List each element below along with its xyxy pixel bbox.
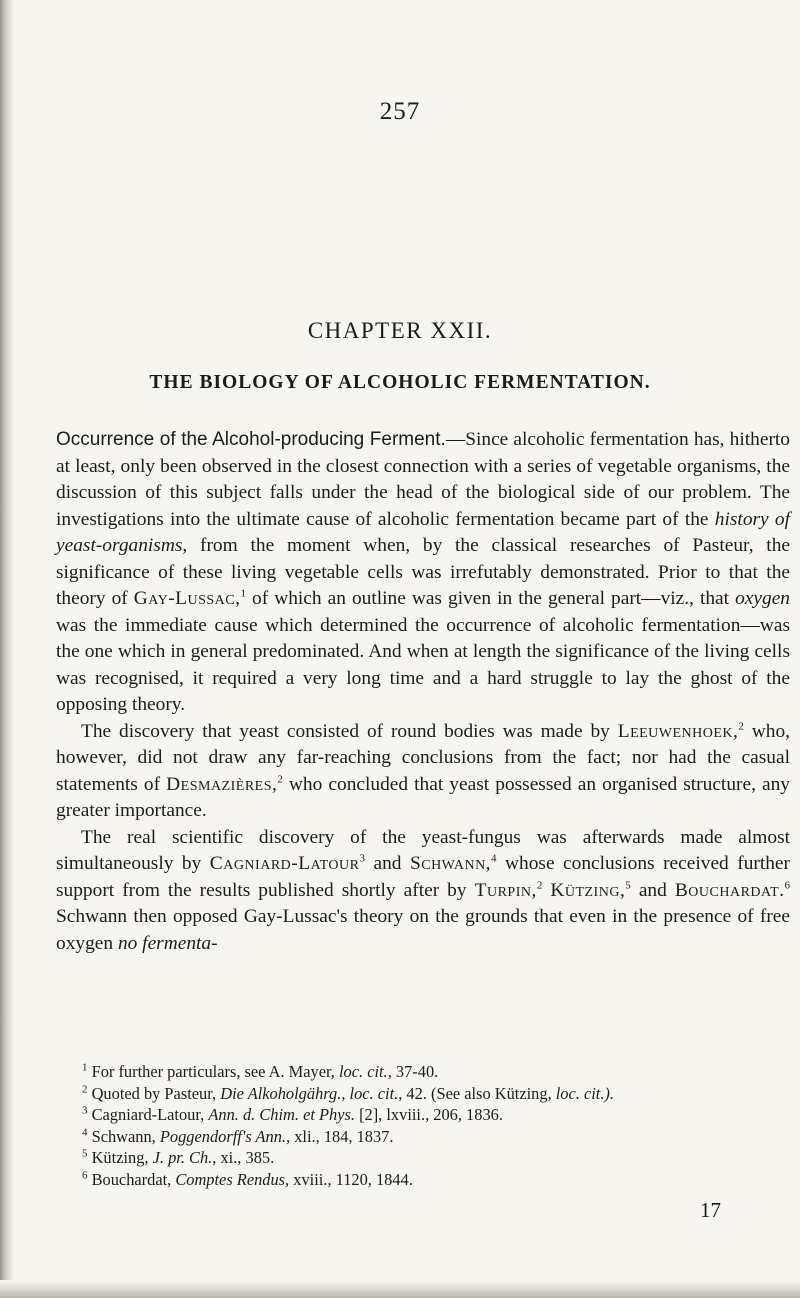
author-name: Turpin, xyxy=(474,879,537,901)
footnotes xyxy=(56,1061,790,1191)
chapter-title: THE BIOLOGY OF ALCOHOLIC FERMENTATION. xyxy=(149,372,651,393)
page-number: 257 xyxy=(379,98,421,125)
footnote-ref: 4 xyxy=(491,852,497,865)
text-run: 37-40. xyxy=(391,1062,439,1081)
text-run: Cagniard-Latour, xyxy=(87,1105,209,1125)
text-run: of which an outline was given in the general part—viz., that xyxy=(245,588,736,609)
italic-run: Comptes Rendus, xyxy=(175,1169,290,1189)
footnote-ref: 1 xyxy=(240,587,246,600)
footnote-4 xyxy=(56,1126,790,1148)
paragraph-2 xyxy=(56,719,790,825)
italic-run: no fermenta- xyxy=(117,932,218,954)
chapter-heading: CHAPTER XXII. xyxy=(307,318,493,343)
author-name: Leeuwenhoek, xyxy=(617,720,739,742)
author-name: Kützing, xyxy=(550,879,626,901)
footnote-ref: 2 xyxy=(536,879,543,892)
text-run: [2], lxviii., 206, 1836. xyxy=(354,1105,503,1125)
text-run: xi., 385. xyxy=(216,1148,275,1168)
footnote-number: 5 xyxy=(82,1147,88,1160)
signature-mark: 17 xyxy=(700,1198,721,1222)
author-name: Schwann, xyxy=(409,853,492,874)
body-text xyxy=(56,427,790,957)
text-run: 42. (See also Kützing, xyxy=(402,1083,556,1103)
page-bottom-edge xyxy=(0,1280,800,1298)
author-name: Gay-Lussac, xyxy=(133,588,241,609)
footnote-5 xyxy=(56,1147,790,1169)
author-name: Cagniard-Latour xyxy=(209,853,360,874)
italic-run: loc. cit., xyxy=(339,1062,392,1081)
paragraph-3 xyxy=(56,825,790,958)
italic-run: oxygen xyxy=(735,588,790,609)
text-run: For further particulars, see A. Mayer, xyxy=(87,1062,339,1081)
footnote-ref: 3 xyxy=(359,852,365,865)
text-run: The discovery that yeast consisted of round bodies was made by xyxy=(81,720,618,742)
text-run: Schwann then opposed Gay-Lussac's theory on the grounds that even in the presence of free oxygen xyxy=(56,906,790,954)
text-run: from the moment when, by the classical researches of Pasteur, the significance of these living vegetable cells was irrefutably demonstrated. Prior to that the theory of xyxy=(56,535,790,609)
footnote-number: 3 xyxy=(82,1104,88,1117)
footnote-ref: 2 xyxy=(277,773,283,786)
italic-run: Die Alkoholgährg., loc. cit., xyxy=(220,1083,403,1103)
footnote-2 xyxy=(56,1083,790,1105)
text-run: was the immediate cause which determined the occurrence of alcoholic fermentation—was the one which in general predominated. And when at length the significance of the living cells was recognised, it required a very long time and a hard struggle to lay the ghost of the opposing theory. xyxy=(56,614,790,715)
text-run: —Since alcoholic fermentation has, hitherto at least, only been observed in the closest connection with a series of vegetable organisms, the discussion of this subject falls under the head of the biological side of our problem. The investigations into the ultimate cause of alcoholic fermentation became part of the xyxy=(56,429,790,530)
footnote-ref: 6 xyxy=(784,879,790,892)
section-heading: Occurrence of the Alcohol-producing Ferment. xyxy=(56,429,446,450)
author-name: Bouchardat. xyxy=(674,879,785,901)
footnote-number: 6 xyxy=(82,1169,88,1182)
footnote-6 xyxy=(56,1169,790,1191)
footnote-1 xyxy=(56,1061,790,1083)
paragraph-1 xyxy=(56,427,790,719)
italic-run: loc. cit.). xyxy=(555,1083,614,1103)
text-run: xli., 184, 1837. xyxy=(290,1126,394,1146)
text-run: who concluded that yeast possessed an organised structure, any greater importance. xyxy=(56,773,790,821)
footnote-number: 4 xyxy=(82,1126,88,1139)
italic-run: Poggendorff's Ann., xyxy=(159,1126,291,1146)
text-run: whose conclusions received further support from the results published shortly after by xyxy=(56,853,790,901)
italic-run: history of yeast-organisms, xyxy=(56,508,791,556)
text-run: and xyxy=(364,853,410,874)
text-run: Bouchardat, xyxy=(87,1169,176,1189)
text-run: xviii., 1120, 1844. xyxy=(289,1169,413,1189)
footnote-number: 2 xyxy=(82,1083,88,1096)
italic-run: Ann. d. Chim. et Phys. xyxy=(208,1105,355,1125)
italic-run: J. pr. Ch., xyxy=(152,1148,217,1168)
footnote-ref: 2 xyxy=(738,720,744,733)
footnote-number: 1 xyxy=(82,1061,88,1074)
author-name: Desmazières, xyxy=(166,773,278,795)
book-binding-shadow xyxy=(0,0,14,1298)
text-run: Kützing, xyxy=(87,1148,153,1168)
text-run: Quoted by Pasteur, xyxy=(87,1083,221,1103)
text-run: Schwann, xyxy=(87,1126,160,1146)
text-run: who, however, did not draw any far-reaching conclusions from the fact; nor had the casual statements of xyxy=(56,720,790,795)
text-run: The real scientific discovery of the yeast-fungus was afterwards made almost simultaneously by xyxy=(56,826,790,874)
footnote-ref: 5 xyxy=(625,879,631,892)
text-run: and xyxy=(630,879,675,901)
footnote-3 xyxy=(56,1104,790,1126)
